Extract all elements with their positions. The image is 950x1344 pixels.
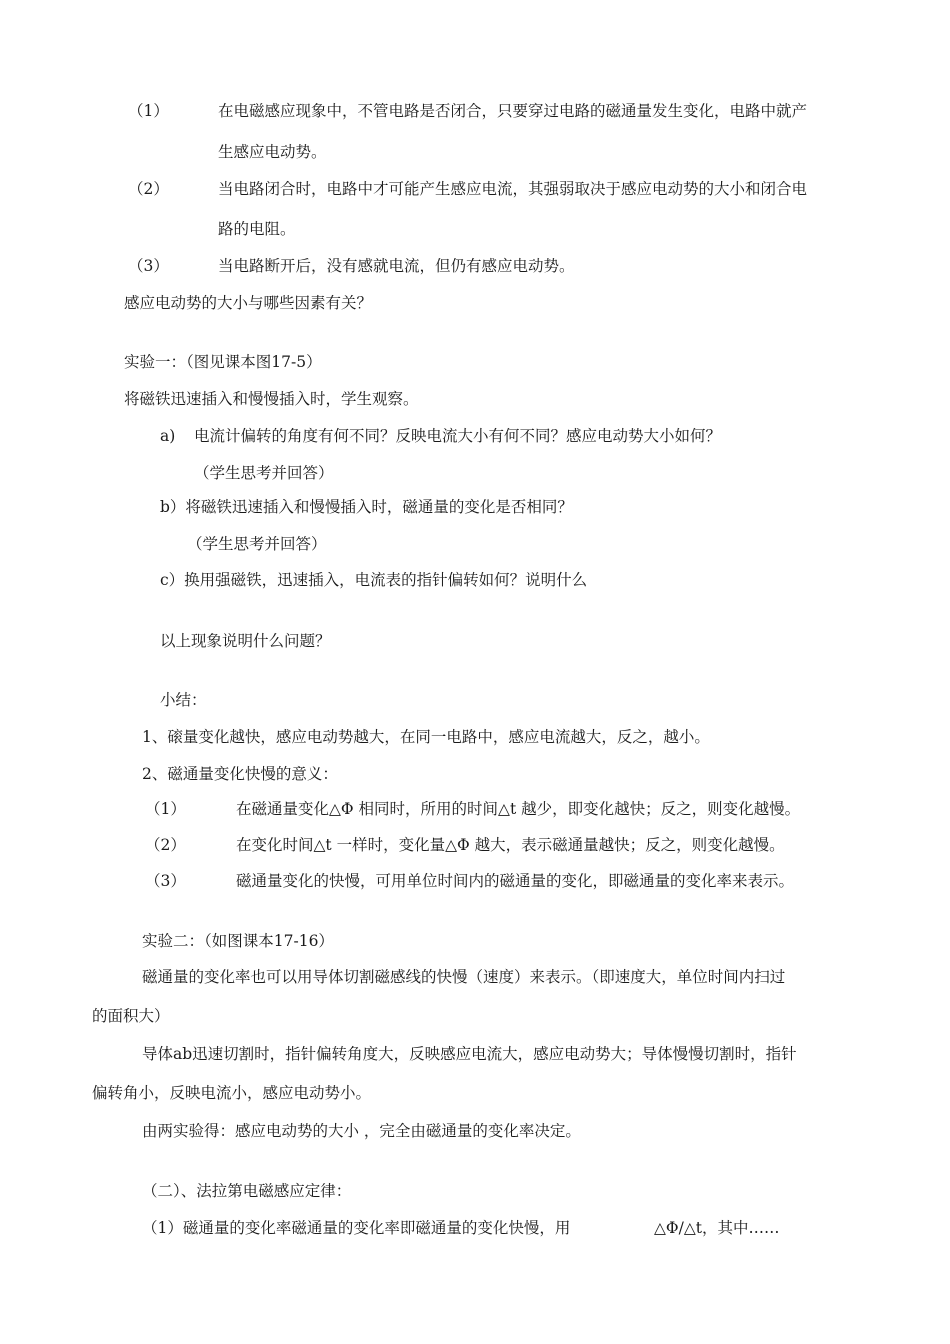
paragraph-line: b）将磁铁迅速插入和慢慢插入时，磁通量的变化是否相同？ <box>160 498 573 516</box>
paragraph-line: 当电路闭合时，电路中才可能产生感应电流，其强弱取决于感应电动势的大小和闭合电 <box>218 180 808 198</box>
paragraph-line: 的面积大） <box>92 1007 170 1025</box>
note-line: （学生思考并回答） <box>187 535 327 553</box>
paragraph-line: 在磁通量变化△Φ 相同时，所用的时间△t 越少，即变化越快；反之，则变化越慢。 <box>236 800 801 818</box>
item-number: （3） <box>128 257 169 275</box>
paragraph-line: 在电磁感应现象中，不管电路是否闭合，只要穿过电路的磁通量发生变化，电路中就产 <box>218 102 808 120</box>
item-number: （3） <box>145 872 186 890</box>
section-title: （二）、法拉第电磁感应定律： <box>142 1182 352 1200</box>
item-number: （2） <box>145 836 186 854</box>
paragraph-line: 当电路断开后，没有感就电流，但仍有感应电动势。 <box>218 257 575 275</box>
formula-text: △Φ/△t，其中…… <box>654 1219 780 1237</box>
summary-point: 2、磁通量变化快慢的意义： <box>142 765 338 783</box>
question-line: 感应电动势的大小与哪些因素有关？ <box>124 294 373 312</box>
item-number: （2） <box>128 180 169 198</box>
item-number: （1） <box>145 800 186 818</box>
experiment-title: 实验二：（如图课本17-16） <box>142 932 334 950</box>
summary-title: 小结： <box>160 691 207 709</box>
paragraph-line: 电流计偏转的角度有何不同？反映电流大小有何不同？感应电动势大小如何？ <box>194 427 722 445</box>
question-line: 以上现象说明什么问题？ <box>160 632 331 650</box>
paragraph-line: 磁通量变化的快慢，可用单位时间内的磁通量的变化，即磁通量的变化率来表示。 <box>236 872 795 890</box>
conclusion-line: 由两实验得：感应电动势的大小 ，完全由磁通量的变化率决定。 <box>142 1122 581 1140</box>
paragraph-line: 在变化时间△t 一样时，变化量△Φ 越大，表示磁通量越快；反之，则变化越慢。 <box>236 836 785 854</box>
paragraph-line: 磁通量的变化率也可以用导体切割磁感线的快慢（速度）来表示。（即速度大，单位时间内扫过 <box>142 968 786 986</box>
paragraph-line: 生感应电动势。 <box>218 143 327 161</box>
paragraph-line: 路的电阻。 <box>218 220 296 238</box>
summary-point: 1、磙量变化越快，感应电动势越大，在同一电路中，感应电流越大，反之，越小。 <box>142 728 710 746</box>
item-number: （1） <box>128 102 169 120</box>
experiment-title: 实验一：（图见课本图17-5） <box>124 353 322 371</box>
paragraph-line: 将磁铁迅速插入和慢慢插入时，学生观察。 <box>124 390 419 408</box>
note-line: （学生思考并回答） <box>194 464 334 482</box>
paragraph-line: 偏转角小，反映电流小，感应电动势小。 <box>92 1084 372 1102</box>
paragraph-line: （1）磁通量的变化率磁通量的变化率即磁通量的变化快慢，用 <box>142 1219 571 1237</box>
paragraph-line: c）换用强磁铁，迅速插入，电流表的指针偏转如何？说明什么 <box>160 571 588 589</box>
paragraph-line: 导体ab迅速切割时，指针偏转角度大，反映感应电流大，感应电动势大；导体慢慢切割时，指针 <box>142 1045 797 1063</box>
item-label: a) <box>160 427 176 445</box>
